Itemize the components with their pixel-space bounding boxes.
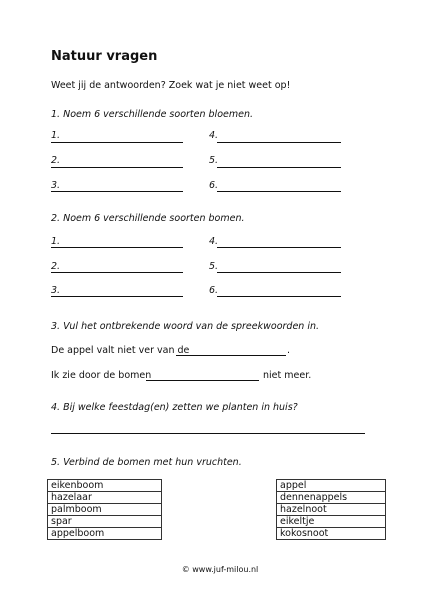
tree-item[interactable]: palmboom xyxy=(48,504,162,516)
q1-number-2: 2. xyxy=(51,155,61,166)
q2-number-6: 6. xyxy=(209,285,219,296)
q2-answer-line-4[interactable] xyxy=(217,247,341,248)
footer-copyright: © www.juf-milou.nl xyxy=(181,565,259,574)
proverb-2-blank[interactable] xyxy=(146,380,259,381)
q1-number-5: 5. xyxy=(209,155,219,166)
q1-answer-line-4[interactable] xyxy=(217,142,341,143)
proverb-1-start: De appel valt niet ver van de xyxy=(51,345,190,356)
proverb-2-start: Ik zie door de bomen xyxy=(51,370,152,381)
question-5: 5. Verbind de bomen met hun vruchten. xyxy=(51,457,242,468)
q2-answer-line-5[interactable] xyxy=(217,272,341,273)
q2-number-5: 5. xyxy=(209,261,219,272)
q4-answer-line[interactable] xyxy=(51,433,365,434)
proverb-1-blank[interactable] xyxy=(176,355,286,356)
q2-answer-line-6[interactable] xyxy=(217,296,341,297)
q2-number-1: 1. xyxy=(51,236,61,247)
fruit-item[interactable]: eikeltje xyxy=(277,516,386,528)
fruit-item[interactable]: kokosnoot xyxy=(277,528,386,540)
question-1: 1. Noem 6 verschillende soorten bloemen. xyxy=(51,109,253,120)
tree-item[interactable]: hazelaar xyxy=(48,492,162,504)
q1-answer-line-5[interactable] xyxy=(217,167,341,168)
q1-answer-line-1[interactable] xyxy=(51,142,183,143)
proverb-2-end: niet meer. xyxy=(263,370,312,381)
q1-answer-line-2[interactable] xyxy=(51,167,183,168)
q2-number-3: 3. xyxy=(51,285,61,296)
q2-number-2: 2. xyxy=(51,261,61,272)
q2-answer-line-3[interactable] xyxy=(51,296,183,297)
fruit-item[interactable]: hazelnoot xyxy=(277,504,386,516)
q1-number-3: 3. xyxy=(51,180,61,191)
q2-answer-line-1[interactable] xyxy=(51,247,183,248)
q1-answer-line-3[interactable] xyxy=(51,191,183,192)
proverb-1-end: . xyxy=(287,345,291,356)
q1-number-6: 6. xyxy=(209,180,219,191)
intro-text: Weet jij de antwoorden? Zoek wat je niet weet op! xyxy=(51,80,291,91)
question-3: 3. Vul het ontbrekende woord van de spreekwoorden in. xyxy=(51,321,320,332)
q1-number-4: 4. xyxy=(209,130,219,141)
q1-number-1: 1. xyxy=(51,130,61,141)
worksheet-title: Natuur vragen xyxy=(51,49,158,64)
fruit-item[interactable]: dennenappels xyxy=(277,492,386,504)
trees-table xyxy=(47,479,162,540)
fruit-item[interactable]: appel xyxy=(277,480,386,492)
question-2: 2. Noem 6 verschillende soorten bomen. xyxy=(51,213,245,224)
tree-item[interactable]: eikenboom xyxy=(48,480,162,492)
q1-answer-line-6[interactable] xyxy=(217,191,341,192)
fruits-table xyxy=(276,479,386,540)
tree-item[interactable]: spar xyxy=(48,516,162,528)
question-4: 4. Bij welke feestdag(en) zetten we planten in huis? xyxy=(51,402,298,413)
q2-answer-line-2[interactable] xyxy=(51,272,183,273)
q2-number-4: 4. xyxy=(209,236,219,247)
tree-item[interactable]: appelboom xyxy=(48,528,162,540)
